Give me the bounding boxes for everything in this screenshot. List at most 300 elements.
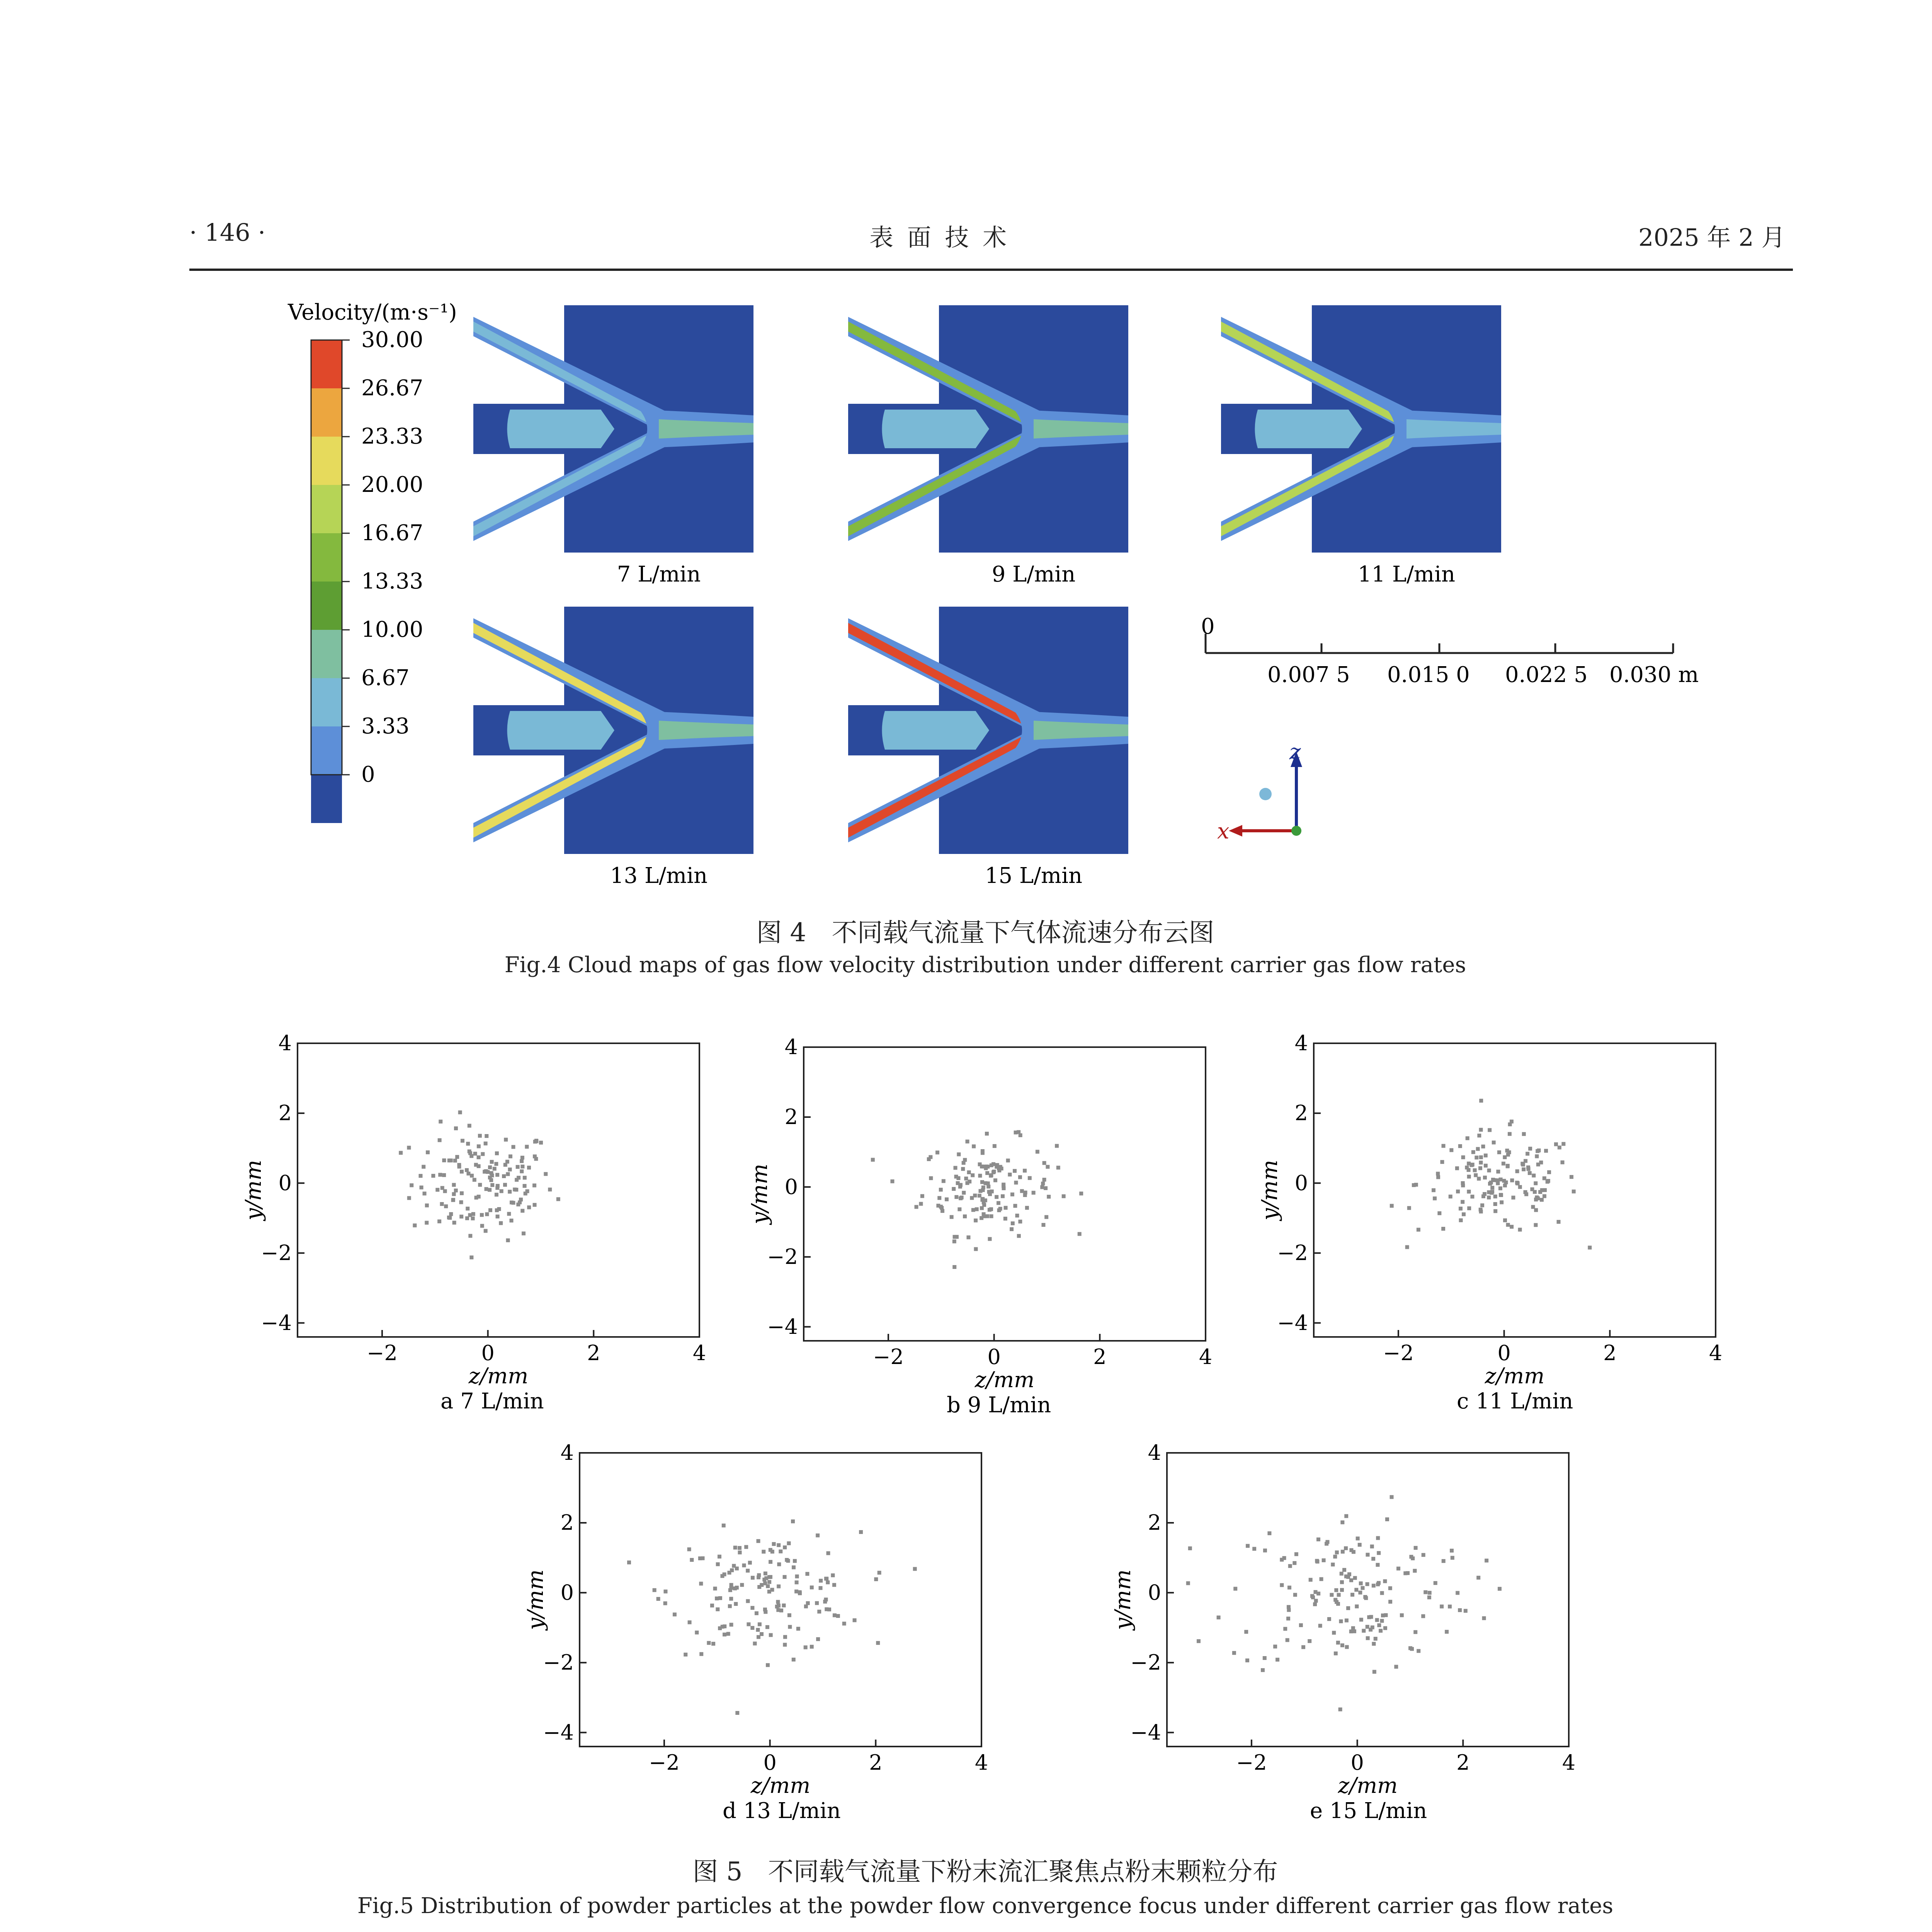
particle-point	[1018, 1175, 1022, 1179]
particle-point	[1023, 1169, 1027, 1173]
particle-point	[833, 1613, 837, 1617]
particle-point	[890, 1179, 894, 1183]
particle-point	[966, 1235, 970, 1239]
particle-point	[734, 1602, 738, 1606]
particle-point	[1390, 1204, 1394, 1208]
particle-point	[919, 1202, 923, 1206]
particle-point	[1503, 1218, 1507, 1222]
particle-point	[1340, 1572, 1344, 1576]
particle-point	[1313, 1602, 1317, 1606]
particle-point	[1002, 1183, 1005, 1187]
particle-point	[1019, 1133, 1022, 1137]
particle-point	[1044, 1215, 1048, 1219]
particle-point	[1479, 1161, 1483, 1165]
particle-point	[937, 1196, 941, 1200]
particle-point	[471, 1216, 475, 1220]
particle-point	[1561, 1160, 1565, 1164]
particle-point	[1479, 1209, 1483, 1213]
particle-point	[539, 1141, 543, 1145]
particle-point	[1359, 1618, 1363, 1622]
particle-point	[993, 1144, 997, 1148]
legend-value: 30.00	[361, 327, 423, 352]
particle-point	[769, 1560, 772, 1564]
particle-point	[1013, 1169, 1017, 1173]
legend-swatch	[311, 582, 342, 630]
legend-value: 0	[361, 762, 375, 787]
particle-point	[1528, 1147, 1532, 1151]
particle-point	[997, 1201, 1000, 1205]
particle-point	[410, 1183, 413, 1187]
particle-point	[502, 1174, 506, 1178]
particle-point	[1483, 1192, 1486, 1196]
y-tick-label: −2	[1277, 1240, 1308, 1265]
particle-point	[452, 1221, 456, 1225]
particle-point	[783, 1546, 787, 1549]
particle-point	[974, 1247, 978, 1251]
x-axis-title: z/mm	[1485, 1364, 1545, 1389]
particle-point	[471, 1212, 475, 1216]
particle-point	[1515, 1169, 1519, 1173]
legend-value: 13.33	[361, 569, 423, 594]
legend-value: 16.67	[361, 520, 423, 546]
particle-point	[1499, 1193, 1503, 1197]
particle-point	[1411, 1556, 1415, 1560]
particle-point	[1217, 1616, 1221, 1619]
particle-point	[1043, 1161, 1046, 1165]
particle-point	[443, 1189, 447, 1193]
x-tick-label: 2	[1456, 1750, 1470, 1775]
particle-point	[776, 1608, 780, 1612]
particle-point	[1380, 1619, 1384, 1623]
particle-point	[1441, 1227, 1445, 1231]
particle-point	[1287, 1586, 1291, 1590]
particle-point	[527, 1206, 531, 1209]
cfd-panel	[473, 607, 753, 888]
particle-point	[454, 1126, 458, 1130]
particle-point	[1461, 1200, 1464, 1204]
particle-point	[534, 1139, 538, 1143]
particle-point	[1273, 1645, 1277, 1648]
particle-point	[493, 1167, 497, 1171]
particle-point	[1390, 1495, 1394, 1499]
particle-point	[1543, 1176, 1546, 1180]
particle-point	[978, 1174, 982, 1178]
particle-point	[871, 1158, 875, 1162]
particle-point	[1372, 1642, 1376, 1646]
particle-point	[1502, 1162, 1505, 1165]
particle-point	[497, 1207, 501, 1211]
particle-point	[1233, 1587, 1237, 1591]
particle-point	[503, 1183, 507, 1187]
particle-point	[762, 1578, 766, 1582]
particle-point	[990, 1214, 993, 1218]
particle-point	[762, 1550, 765, 1554]
particle-point	[723, 1624, 726, 1628]
particle-point	[1510, 1179, 1514, 1182]
particle-point	[1316, 1537, 1320, 1541]
legend-value: 3.33	[361, 714, 410, 739]
x-tick-label: 0	[763, 1750, 777, 1775]
particle-point	[1294, 1552, 1298, 1556]
particle-point	[746, 1569, 750, 1573]
particle-point	[952, 1240, 956, 1243]
particle-point	[1540, 1198, 1544, 1202]
particle-point	[511, 1145, 515, 1149]
particle-point	[819, 1579, 823, 1583]
particle-point	[757, 1635, 760, 1639]
particle-point	[1318, 1624, 1322, 1628]
particle-point	[716, 1562, 720, 1566]
particle-point	[1518, 1228, 1522, 1231]
particle-point	[718, 1554, 721, 1558]
particle-point	[519, 1197, 523, 1201]
particle-point	[1381, 1614, 1385, 1617]
particle-point	[816, 1534, 820, 1537]
cfd-panel	[848, 607, 1128, 888]
particle-point	[1349, 1548, 1353, 1552]
particle-point	[1367, 1615, 1371, 1619]
particle-point	[794, 1590, 798, 1594]
x-tick-label: 4	[692, 1341, 706, 1365]
particle-point	[766, 1663, 770, 1667]
particle-point	[1497, 1150, 1501, 1154]
particle-point	[1353, 1576, 1357, 1580]
particle-point	[978, 1162, 982, 1166]
particle-point	[1001, 1194, 1005, 1198]
scatter-panel	[1257, 1031, 1722, 1414]
particle-point	[1534, 1181, 1537, 1185]
particle-point	[1471, 1163, 1475, 1167]
particle-point	[787, 1613, 791, 1617]
particle-point	[1314, 1599, 1318, 1603]
particle-point	[757, 1575, 760, 1579]
cfd-panel	[848, 305, 1128, 587]
particle-point	[1055, 1144, 1059, 1148]
particle-point	[713, 1587, 717, 1590]
particle-point	[733, 1546, 737, 1549]
journal-name: 表 面 技 术	[869, 223, 1010, 252]
particle-point	[1487, 1196, 1491, 1199]
particle-point	[1046, 1165, 1049, 1169]
particle-point	[1355, 1604, 1359, 1608]
scale-label-3: 0.022 5	[1505, 662, 1588, 687]
legend-swatch	[311, 630, 342, 678]
particle-point	[1405, 1245, 1409, 1249]
particle-point	[764, 1571, 767, 1575]
particle-point	[556, 1197, 560, 1201]
particle-point	[878, 1571, 881, 1575]
particle-point	[751, 1576, 755, 1580]
velocity-color-legend	[311, 327, 423, 823]
particle-point	[490, 1160, 494, 1164]
particle-point	[1484, 1164, 1488, 1168]
particle-point	[1363, 1595, 1367, 1599]
particle-point	[1449, 1148, 1453, 1152]
x-tick-label: −2	[1236, 1750, 1267, 1775]
particle-point	[1506, 1223, 1510, 1227]
legend-value: 26.67	[361, 376, 423, 401]
particle-point	[730, 1583, 733, 1587]
particle-point	[509, 1155, 512, 1158]
particle-point	[1288, 1564, 1292, 1568]
particle-point	[466, 1142, 470, 1146]
x-axis-title: z/mm	[468, 1364, 529, 1389]
particle-point	[718, 1626, 722, 1630]
particle-point	[485, 1212, 489, 1216]
particle-point	[1041, 1182, 1045, 1185]
particle-point	[1376, 1563, 1380, 1567]
particle-point	[1346, 1606, 1350, 1610]
scatter-panel-label: d 13 L/min	[723, 1798, 841, 1823]
particle-point	[1508, 1132, 1512, 1136]
particle-point	[1440, 1160, 1444, 1164]
particle-point	[972, 1145, 976, 1148]
y-tick-label: 0	[1148, 1580, 1161, 1605]
particle-point	[755, 1611, 759, 1615]
particle-point	[1374, 1637, 1378, 1641]
particle-point	[980, 1180, 984, 1184]
particle-point	[1427, 1595, 1431, 1599]
particle-point	[663, 1601, 667, 1605]
particle-point	[1335, 1551, 1339, 1554]
particle-point	[1474, 1173, 1478, 1177]
particle-point	[1465, 1166, 1469, 1170]
particle-point	[777, 1604, 781, 1607]
particle-point	[1455, 1166, 1459, 1170]
particle-point	[684, 1653, 687, 1656]
particle-point	[418, 1174, 422, 1178]
y-tick-label: −4	[543, 1720, 574, 1745]
particle-point	[1521, 1163, 1525, 1167]
particle-point	[1334, 1588, 1338, 1592]
particle-point	[1459, 1207, 1463, 1211]
particle-point	[935, 1151, 939, 1155]
particle-point	[1464, 1609, 1468, 1613]
particle-point	[516, 1165, 520, 1169]
particle-point	[1436, 1172, 1440, 1175]
particle-point	[981, 1151, 985, 1155]
particle-point	[440, 1202, 444, 1206]
particle-point	[1186, 1581, 1190, 1585]
particle-point	[1462, 1213, 1466, 1216]
particle-point	[548, 1187, 552, 1191]
particle-point	[728, 1588, 732, 1592]
particle-point	[1004, 1206, 1008, 1210]
particle-point	[1327, 1617, 1331, 1621]
particle-point	[1506, 1164, 1510, 1168]
particle-point	[1467, 1175, 1471, 1179]
particle-point	[1451, 1556, 1454, 1560]
particle-point	[842, 1622, 846, 1626]
particle-point	[1350, 1593, 1354, 1597]
x-tick-label: 2	[869, 1750, 883, 1775]
particle-point	[929, 1176, 933, 1180]
particle-point	[786, 1559, 790, 1563]
particle-point	[796, 1627, 800, 1631]
particle-point	[1336, 1641, 1340, 1645]
particle-point	[1499, 1177, 1503, 1181]
particle-point	[939, 1188, 943, 1192]
particle-point	[469, 1255, 473, 1259]
particle-point	[1534, 1223, 1538, 1227]
coordinate-axis-triad	[1217, 740, 1302, 844]
particle-point	[468, 1150, 471, 1153]
particle-point	[1388, 1600, 1392, 1604]
particle-point	[1371, 1557, 1375, 1561]
particle-point	[1533, 1190, 1537, 1194]
particle-point	[653, 1588, 656, 1592]
particle-point	[1340, 1643, 1344, 1647]
particle-point	[1036, 1150, 1039, 1154]
particle-point	[985, 1132, 989, 1136]
particle-point	[975, 1207, 979, 1211]
particle-point	[451, 1198, 455, 1202]
particle-point	[853, 1618, 857, 1622]
particle-point	[1010, 1227, 1014, 1231]
particle-point	[517, 1176, 520, 1180]
particle-point	[832, 1583, 836, 1587]
particle-point	[1450, 1549, 1454, 1553]
particle-point	[793, 1559, 797, 1563]
particle-point	[985, 1171, 989, 1175]
particle-point	[687, 1548, 691, 1551]
particle-point	[481, 1152, 485, 1156]
particle-point	[767, 1580, 771, 1584]
particle-point	[1432, 1188, 1435, 1192]
particle-point	[824, 1598, 828, 1602]
particle-point	[480, 1213, 484, 1217]
particle-point	[757, 1585, 761, 1589]
particle-point	[449, 1212, 453, 1216]
particle-point	[520, 1156, 524, 1160]
particle-point	[1487, 1168, 1491, 1172]
particle-point	[1025, 1206, 1029, 1210]
particle-point	[1481, 1145, 1485, 1148]
particle-point	[1308, 1639, 1311, 1643]
particle-point	[1461, 1181, 1465, 1185]
particle-point	[985, 1214, 989, 1218]
particle-point	[992, 1170, 996, 1173]
particle-point	[804, 1645, 808, 1649]
particle-point	[954, 1175, 958, 1179]
particle-point	[1372, 1584, 1376, 1588]
particle-point	[1498, 1186, 1502, 1190]
particle-point	[748, 1561, 752, 1565]
particle-point	[1286, 1617, 1290, 1621]
particle-point	[1310, 1594, 1314, 1598]
particle-point	[488, 1188, 492, 1192]
cfd-panel	[1221, 305, 1501, 587]
scale-label-0: 0	[1201, 614, 1215, 639]
particle-point	[1232, 1651, 1236, 1655]
particle-point	[420, 1185, 423, 1189]
particle-point	[767, 1590, 771, 1594]
legend-value: 10.00	[361, 617, 423, 642]
x-tick-label: −2	[873, 1345, 904, 1369]
particle-point	[484, 1229, 488, 1233]
y-axis-title: y/mm	[747, 1163, 772, 1225]
particle-point	[1361, 1586, 1365, 1590]
axis-z-label: z	[1289, 740, 1301, 765]
particle-point	[859, 1530, 863, 1534]
particle-point	[1413, 1569, 1417, 1573]
particle-point	[1572, 1190, 1576, 1194]
issue-date: 2025 年 2 月	[1638, 223, 1786, 252]
particle-point	[810, 1645, 814, 1649]
particle-point	[1044, 1186, 1048, 1190]
particle-point	[431, 1174, 435, 1178]
x-tick-label: 0	[987, 1345, 1001, 1369]
particle-point	[439, 1120, 442, 1124]
particle-point	[1534, 1208, 1538, 1212]
y-tick-label: −2	[1130, 1650, 1161, 1675]
particle-point	[967, 1170, 971, 1174]
particle-point	[460, 1170, 464, 1173]
particle-point	[1309, 1578, 1313, 1582]
scatter-panel-label: b 9 L/min	[947, 1393, 1051, 1418]
particle-point	[1511, 1196, 1515, 1199]
particle-point	[1546, 1179, 1550, 1183]
particle-point	[1535, 1154, 1539, 1158]
particle-point	[1261, 1668, 1265, 1672]
particle-point	[453, 1159, 457, 1163]
particle-point	[1528, 1171, 1532, 1175]
legend-value: 20.00	[361, 472, 423, 497]
cfd-panel-label: 11 L/min	[1357, 562, 1456, 587]
scatter-panel	[241, 1031, 706, 1414]
particle-point	[953, 1166, 957, 1170]
particle-point	[1245, 1658, 1249, 1662]
particle-point	[523, 1176, 527, 1180]
particle-point	[1524, 1159, 1527, 1163]
particle-point	[1385, 1517, 1389, 1521]
y-tick-label: 4	[1294, 1031, 1308, 1055]
particle-point	[915, 1205, 918, 1209]
particle-point	[688, 1621, 692, 1624]
particle-point	[1338, 1708, 1342, 1711]
particle-point	[817, 1610, 821, 1614]
particle-point	[496, 1214, 500, 1218]
particle-point	[1488, 1128, 1492, 1132]
particle-point	[1475, 1156, 1478, 1160]
particle-point	[1503, 1184, 1507, 1187]
particle-point	[468, 1234, 472, 1238]
particle-point	[523, 1184, 527, 1188]
particle-point	[520, 1209, 524, 1213]
particle-point	[442, 1173, 446, 1177]
particle-point	[1315, 1559, 1319, 1563]
particle-point	[1041, 1223, 1045, 1227]
particle-point	[942, 1179, 946, 1183]
y-tick-label: 0	[784, 1174, 798, 1199]
y-tick-label: −2	[261, 1240, 292, 1265]
particle-point	[1407, 1206, 1411, 1210]
particle-point	[940, 1209, 944, 1213]
particle-point	[452, 1183, 456, 1187]
particle-point	[726, 1632, 730, 1636]
x-tick-label: 0	[481, 1341, 495, 1365]
particle-point	[1466, 1136, 1469, 1140]
particle-point	[1524, 1190, 1527, 1194]
particle-point	[1570, 1175, 1573, 1179]
particle-point	[1410, 1647, 1414, 1651]
particle-point	[792, 1565, 796, 1569]
particle-point	[522, 1231, 526, 1235]
particle-point	[1333, 1555, 1337, 1559]
particle-point	[484, 1141, 488, 1145]
particle-point	[1370, 1544, 1374, 1548]
particle-point	[1337, 1593, 1341, 1597]
